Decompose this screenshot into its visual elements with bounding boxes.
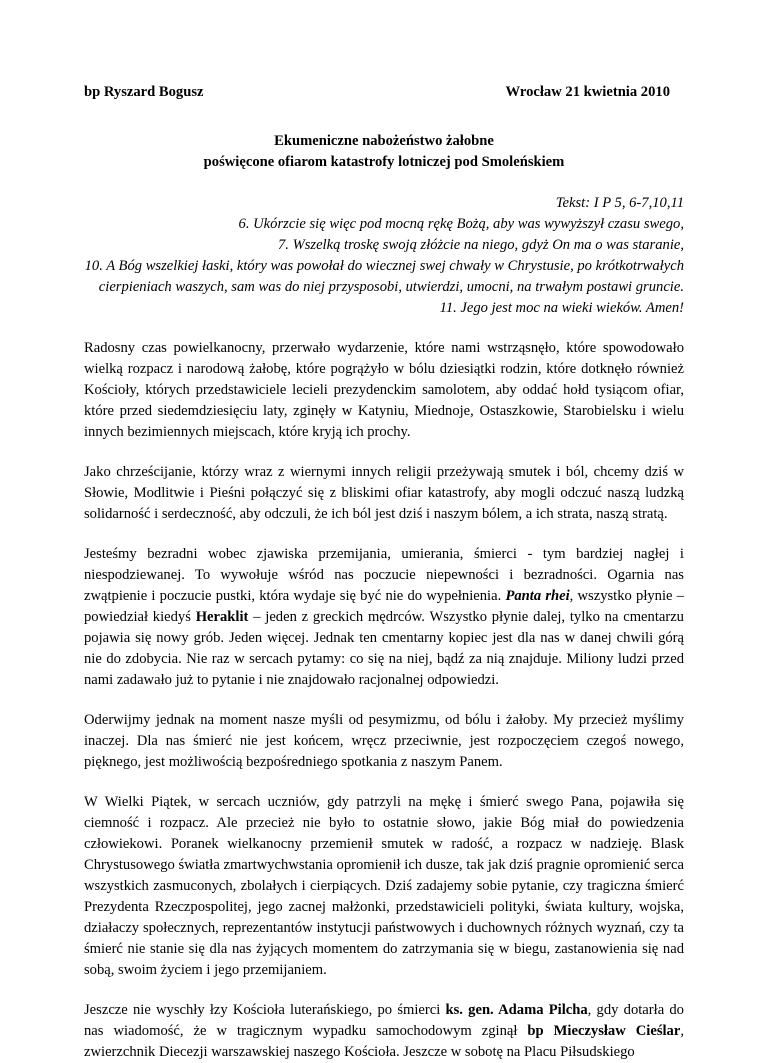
author: bp Ryszard Bogusz [84, 84, 204, 100]
title-line-2: poświęcone ofiarom katastrofy lotniczej pod Smoleńskiem [203, 154, 565, 170]
scripture-verse-10b: cierpieniach waszych, sam was do niej przysposobi, utwierdzi, umocni, na trwałym postawi gruncie. [98, 279, 684, 295]
scripture-verse-6: 6. Ukórzcie się więc pod mocną rękę Bożą, aby was wywyższył czasu swego, [238, 216, 684, 232]
paragraph-2: Jako chrześcijanie, którzy wraz z wiernymi innych religii przeżywają smutek i ból, chcemy dziś w Słowie, Modlitwie i Pieśni połączyć się z bliskimi ofiar katastrofy, aby mogli odczuć naszą ludzką solidarność i serdeczność, aby odczuli, że ich ból jest dziś i naszym bólem, a ich strata, naszą stratą. [84, 464, 684, 522]
scripture-reference: Tekst: I P 5, 6-7,10,11 [555, 195, 684, 211]
paragraph-3-text-a: Jesteśmy bezradni wobec zjawiska przemijania, umierania, śmierci - tym bardziej nagłej i niespodziewanej. To wywołuje wśród nas poczucie niepewności i bezradności. Ogarnia nas zwątpienie i poczucie pustki, która wydaje się być nie do wypełnienia. [84, 546, 684, 604]
scripture-verse-10a: 10. A Bóg wszelkiej łaski, który was powołał do wiecznej swej chwały w Chrystusie, po krótkotrwałych [84, 258, 684, 274]
paragraph-5: W Wielki Piątek, w sercach uczniów, gdy patrzyli na mękę i śmierć swego Pana, pojawiła się ciemność i rozpacz. Ale przecież nie było to ostatnie słowo, jakie Bóg miał do powiedzenia człowiekowi. Poranek wielkanocny przemienił smutek w radość, a rozpacz w nadzieję. Blask Chrystusowego światła zmartwychwstania opromienił ich dusze, tak jak dziś pragnie opromienić serca wszystkich zasmuconych, zbolałych i cierpiących. Dziś zadajemy sobie pytanie, czy tragiczna śmierć Prezydenta Rzeczpospolitej, jego zacnej małżonki, przedstawicieli polityki, świata kultury, wojska, działaczy społecznych, reprezentantów instytucji państwowych i duchownych różnych wyznań, czy ta śmierć nie stanie się dla nas żyjących momentem do zatrzymania się w biegu, zastanowienia się nad sobą, swoim życiem i jego przemijaniem. [84, 794, 684, 978]
title-line-1: Ekumeniczne nabożeństwo żałobne [274, 133, 494, 149]
paragraph-1: Radosny czas powielkanocny, przerwało wydarzenie, które nami wstrząsnęło, które spowodowało wielką rozpacz i narodową żałobę, które pogrążyło w bólu dziesiątki rodzin, które dotknęło również Kościoły, których przedstawiciele lecieli prezydenckim samolotem, aby oddać hołd tysiącom ofiar, które przed siedemdziesięciu laty, zginęły w Katyniu, Miednoje, Ostaszkowie, Starobielsku i wielu innych bezimiennych miejscach, które kryją ich prochy. [84, 340, 684, 440]
panta-rhei-phrase: Panta rhei [505, 588, 570, 604]
paragraph-6-text-a: Jeszcze nie wyschły łzy Kościoła luterańskiego, po śmierci [84, 1002, 446, 1018]
heraklit-name: Heraklit [195, 609, 249, 625]
cieslar-name: bp Mieczysław Cieślar [527, 1023, 681, 1039]
paragraph-3-text-b: , wszystko płynie – powiedział kiedyś [84, 588, 684, 625]
paragraph-6-text-b: , gdy dotarła do nas wiadomość, że w tragicznym wypadku samochodowym zginął [84, 1002, 684, 1039]
paragraph-3 [84, 544, 684, 691]
scripture-verse-7: 7. Wszelką troskę swoją złóżcie na niego, gdyż On ma o was staranie, [277, 237, 684, 253]
document-title [84, 131, 684, 173]
paragraph-6 [84, 1000, 684, 1063]
paragraph-3-text-c: – jeden z greckich mędrców. Wszystko płynie dalej, tylko na cmentarzu pojawia się nowy grób. Jeden więcej. Jednak ten cmentarny kopiec jest dla nas w danej chwili górą nie do zdobycia. Nie raz w sercach pytamy: co się na niej, bądź za nią znajduje. Miliony ludzi przed nami zadawało już to pytanie i nie znajdowało racjonalnej odpowiedzi. [84, 609, 684, 688]
scripture-passage [84, 193, 684, 319]
place-date: Wrocław 21 kwietnia 2010 [505, 84, 670, 100]
paragraph-4: Oderwijmy jednak na moment nasze myśli od pesymizmu, od bólu i żałoby. My przecież myślimy inaczej. Dla nas śmierć nie jest końcem, wręcz przeciwnie, jest rozpoczęciem czegoś nowego, pięknego, jest możliwością bezpośredniego spotkania z naszym Panem. [84, 712, 684, 770]
header [84, 82, 684, 103]
scripture-verse-11: 11. Jego jest moc na wieki wieków. Amen! [439, 300, 684, 316]
paragraph-6-text-c: , zwierzchnik Diecezji warszawskiej naszego Kościoła. Jeszcze w sobotę na Placu Piłsudskiego [84, 1023, 684, 1060]
pilch-name: ks. gen. Adama Pilcha [445, 1002, 588, 1018]
